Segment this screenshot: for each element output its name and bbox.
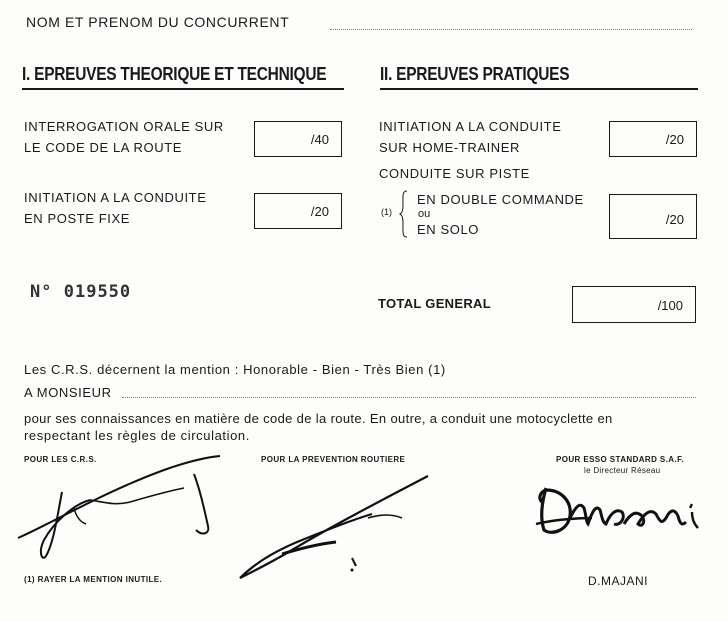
prevention-signature-icon [232, 470, 438, 582]
mention-line: Les C.R.S. décernent la mention : Honorable - Bien - Très Bien (1) [24, 362, 446, 377]
recipient-field[interactable] [122, 397, 696, 398]
section-1-underline [22, 88, 344, 90]
serial-number [30, 282, 131, 302]
s1-item2-score-box[interactable] [254, 193, 342, 229]
s1-item1-line2: LE CODE DE LA ROUTE [24, 140, 183, 155]
name-field[interactable] [330, 29, 692, 30]
s2-item1-score-box[interactable] [609, 121, 697, 157]
esso-signature-label: POUR ESSO STANDARD S.A.F. [556, 455, 685, 464]
s1-item2-line1: INITIATION A LA CONDUITE [24, 190, 207, 205]
crs-signature-icon [14, 452, 226, 564]
s1-item1-score-box[interactable] [254, 121, 342, 157]
s2-item1-score: /20 [665, 132, 684, 147]
s2-item2-score-box[interactable] [609, 194, 697, 239]
total-score-box[interactable] [572, 286, 696, 323]
s2-item2-opt2: EN SOLO [417, 222, 479, 237]
s1-item1-line1: INTERROGATION ORALE SUR [24, 119, 224, 134]
s1-item2-line2: EN POSTE FIXE [24, 211, 131, 226]
footnote: (1) RAYER LA MENTION INUTILE. [24, 575, 163, 584]
mention-body-1: pour ses connaissances en matière de code de la route. En outre, a conduit une motocyclette en [24, 411, 613, 426]
signer-name: D.MAJANI [588, 574, 649, 588]
to-label: A MONSIEUR [24, 385, 112, 400]
section-2-title: II. EPREUVES PRATIQUES [380, 64, 570, 84]
total-score: /100 [657, 298, 683, 313]
brace-icon [399, 190, 409, 238]
serial-prefix: N° [30, 282, 53, 302]
s1-item1-score: /40 [310, 132, 329, 147]
s2-item2-score: /20 [665, 212, 684, 227]
s2-item2-or: ou [418, 208, 431, 220]
total-label: TOTAL GENERAL [378, 296, 491, 311]
prevention-signature-label: POUR LA PREVENTION ROUTIERE [261, 455, 406, 464]
serial-value: 019550 [63, 282, 132, 302]
s2-item2-label: CONDUITE SUR PISTE [379, 166, 530, 181]
name-label: NOM ET PRENOM DU CONCURRENT [26, 14, 290, 30]
mention-body-2: respectant les règles de circulation. [24, 428, 250, 443]
s2-item2-note-ref: (1) [381, 207, 392, 217]
esso-signature-icon [532, 478, 704, 542]
crs-signature-label: POUR LES C.R.S. [24, 455, 97, 464]
section-2-underline [380, 88, 698, 90]
esso-signature-sublabel: le Directeur Réseau [584, 466, 661, 475]
s2-item1-line1: INITIATION A LA CONDUITE [379, 119, 562, 134]
s2-item1-line2: SUR HOME-TRAINER [379, 140, 521, 155]
section-1-title: I. EPREUVES THEORIQUE ET TECHNIQUE [22, 64, 327, 84]
s1-item2-score: /20 [310, 204, 329, 219]
s2-item2-opt1: EN DOUBLE COMMANDE [417, 192, 584, 207]
